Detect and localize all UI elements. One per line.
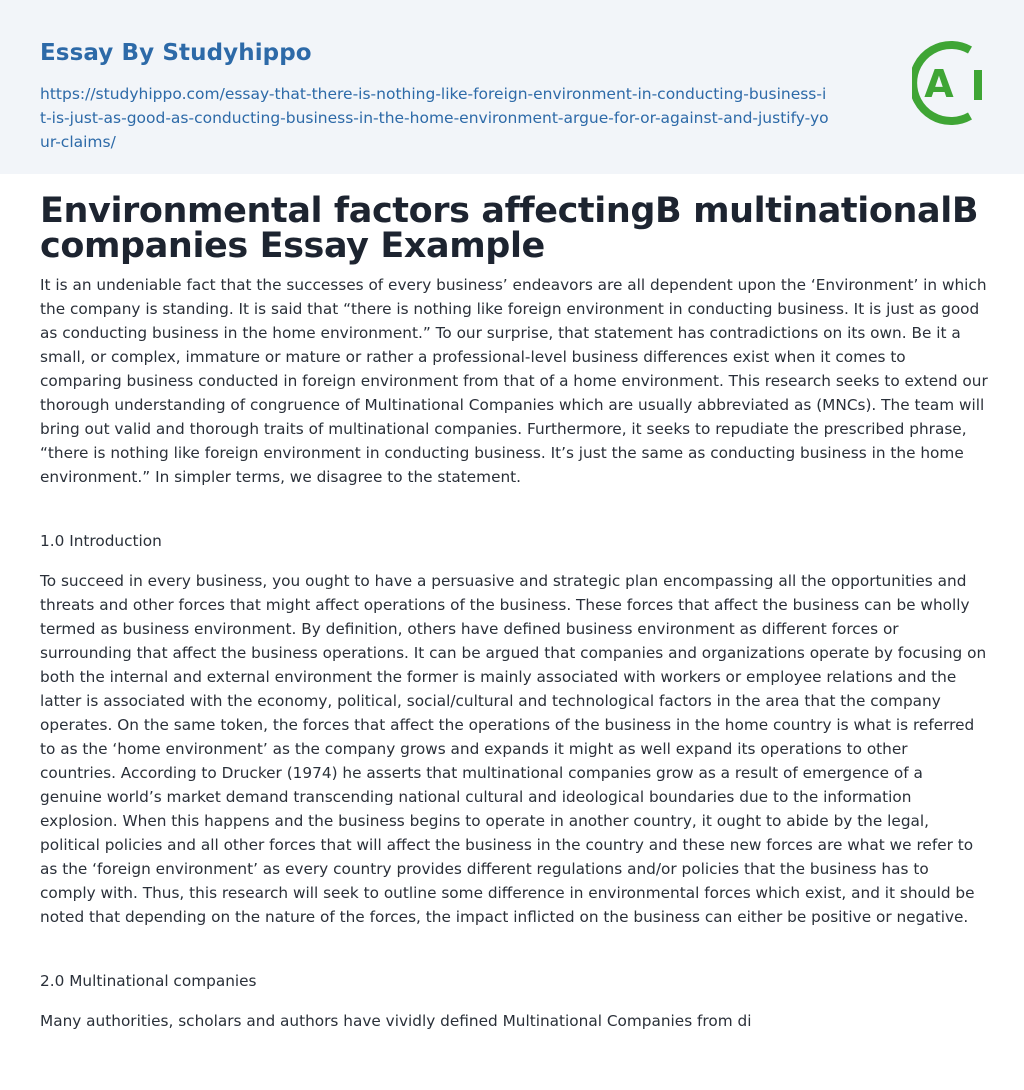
essay-paragraph-truncated: Many authorities, scholars and authors have vividly defined Multinational Companies from di [40, 1012, 752, 1030]
site-header [0, 0, 1024, 174]
essay-paragraph-introduction-body: To succeed in every business, you ought to have a persuasive and strategic plan encompassing all the opportunities and threats and other forces that might affect operations of the business. These forces that affect the business can be wholly termed as business environment. By definition, others have defined business environment as different forces or surrounding that affect the business operations. It can be argued that companies and organizations operate by focusing on both the internal and external environment the former is mainly associated with workers or employee relations and the latter is associated with the economy, political, social/cultural and technological factors in the area that the company operates. On the same token, the forces that affect the operations of the business in the home country is what is referred to as the ‘home environment’ as the company grows and expands it might as well expand its operations to other countries. According to Drucker (1974) he asserts that multinational companies grow as a result of emergence of a genuine world’s market demand transcending national cultural and ideological boundaries due to the information explosion. When this happens and the business begins to operate in another country, it ought to abide by the legal, political policies and all other forces that will affect the business in the country and these new forces are what we refer to as the ‘foreign environment’ as every country provides different regulations and/or policies that the business has to comply with. Thus, this research will seek to outline some difference in environmental forces which exist, and it should be noted that depending on the nature of the forces, the impact inflicted on the business can either be positive or negative. [40, 572, 987, 926]
source-url-link[interactable]: https://studyhippo.com/essay-that-there-is-nothing-like-foreign-environment-in-conducting-business-it-is-just-as-good-as-conducting-business-in-the-home-environment-argue-for-or-against-and-justify-your-claims/ [40, 85, 829, 151]
studyhippo-logo-icon[interactable] [912, 40, 986, 128]
site-brand[interactable]: Essay By Studyhippo [40, 40, 312, 66]
section-heading-multinational-companies: 2.0 Multinational companies [40, 972, 257, 990]
essay-paragraph-intro: It is an undeniable fact that the successes of every business’ endeavors are all dependent upon the ‘Environment’ in which the company is standing. It is said that “there is nothing like foreign environment in conducting business. It is just as good as conducting business in the home environment.” To our surprise, that statement has contradictions on its own. Be it a small, or complex, immature or mature or rather a professional-level business differences exist when it comes to comparing business conducted in foreign environment from that of a home environment. This research seeks to extend our thorough understanding of congruence of Multinational Companies which are usually abbreviated as (MNCs). The team will bring out valid and thorough traits of multinational companies. Furthermore, it seeks to repudiate the prescribed phrase, “there is nothing like foreign environment in conducting business. It’s just the same as conducting business in the home environment.” In simpler terms, we disagree to the statement. [40, 276, 988, 486]
essay-title: Environmental factors affectingB multinationalB companies Essay Example [40, 191, 979, 266]
svg-text:A: A [924, 62, 954, 106]
section-heading-introduction: 1.0 Introduction [40, 532, 162, 550]
